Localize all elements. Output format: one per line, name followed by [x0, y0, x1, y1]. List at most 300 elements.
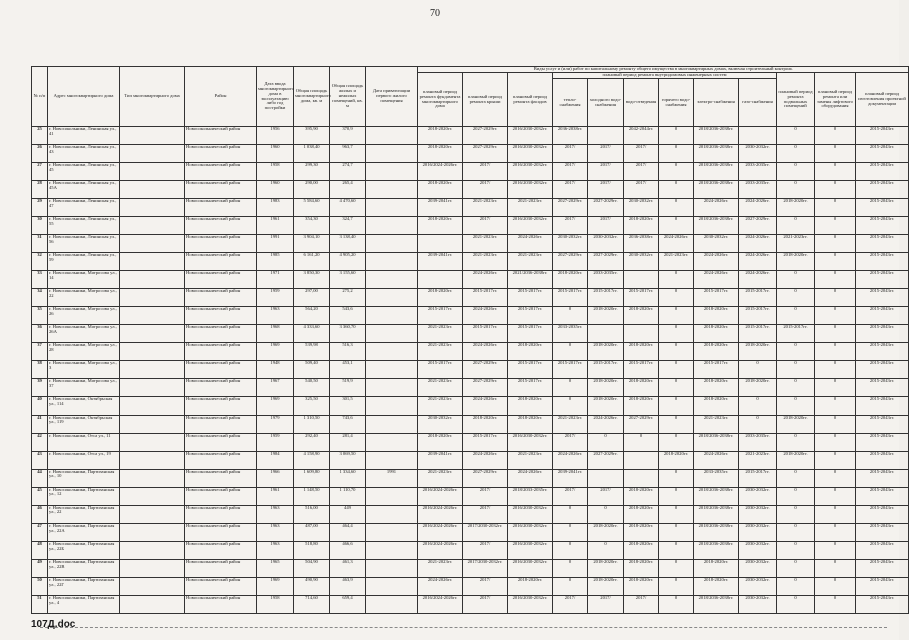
row-num: 40 — [32, 397, 48, 415]
footer-divider — [40, 627, 887, 628]
row-num: 39 — [32, 379, 48, 397]
gas-cell: 2015-2017гг. — [739, 325, 777, 343]
header-hot-water: горячего водо-снабжения — [659, 79, 694, 127]
elevator-cell: 0 — [815, 325, 856, 343]
header-year: Дата ввода многоквартирного дома в эксплуатацию либо год постройки — [257, 67, 294, 127]
privatization-cell — [366, 343, 418, 361]
drainage-cell: 2030-2032гг. — [624, 199, 659, 217]
basement-cell: 2018-2020гг. — [777, 199, 815, 217]
total-area-cell: 509,40 — [294, 361, 330, 379]
elevator-cell: 0 — [815, 199, 856, 217]
privatization-cell: 1991 — [366, 469, 418, 487]
facade-cell: 2024-2026гг. — [508, 469, 553, 487]
living-area-cell: 275,2 — [330, 289, 366, 307]
basement-cell: 2018-2020гг. — [777, 253, 815, 271]
living-area-cell: 463,9 — [330, 577, 366, 595]
district-cell: Новосокольнический район — [185, 145, 257, 163]
year-cell: 1983 — [257, 199, 294, 217]
roof-cell: 2017/ — [463, 505, 508, 523]
type-cell — [120, 181, 185, 199]
roof-cell: 2024-2026гг. — [463, 271, 508, 289]
header-address: Адрес многоквартирного дома — [48, 67, 120, 127]
cold-water-cell: 2018-2020гг. — [588, 523, 624, 541]
drainage-cell: 2018-2020гг. — [624, 397, 659, 415]
total-area-cell: 325,50 — [294, 397, 330, 415]
district-cell: Новосокольнический район — [185, 469, 257, 487]
elevator-cell: 0 — [815, 127, 856, 145]
electric-cell: 2018/2036-2038гг. — [694, 595, 739, 613]
elevator-cell: 0 — [815, 163, 856, 181]
foundation-cell: 2016/2024-2026гг. — [418, 541, 463, 559]
total-area-cell: 1 038,40 — [294, 145, 330, 163]
gas-cell: 2030-2032гг. — [739, 595, 777, 613]
type-cell — [120, 559, 185, 577]
drainage-cell — [624, 271, 659, 289]
roof-cell: 2017/ — [463, 487, 508, 505]
elevator-cell: 0 — [815, 181, 856, 199]
year-cell: 1966 — [257, 469, 294, 487]
roof-cell: 2027-2029гг. — [463, 379, 508, 397]
foundation-cell — [418, 235, 463, 253]
elevator-cell: 0 — [815, 559, 856, 577]
district-cell: Новосокольнический район — [185, 379, 257, 397]
cold-water-cell: 2018-2020гг. — [588, 577, 624, 595]
header-heat: тепло-снабжения — [553, 79, 588, 127]
living-area-cell: 281,4 — [330, 433, 366, 451]
row-num: 49 — [32, 559, 48, 577]
roof-cell: 2024-2026гг. — [463, 343, 508, 361]
drainage-cell: 2018-2020гг. — [624, 307, 659, 325]
privatization-cell — [366, 379, 418, 397]
district-cell: Новосокольнический район — [185, 217, 257, 235]
address-cell: г. Новосокольники, Партизанская ул., 22Г — [48, 577, 120, 595]
header-foundation: плановый период ремонта фундамента многоквартирного дома — [418, 73, 463, 127]
elevator-cell: 0 — [815, 469, 856, 487]
row-num: 50 — [32, 577, 48, 595]
electric-cell: 2018-2020гг. — [694, 343, 739, 361]
year-cell: 1971 — [257, 271, 294, 289]
address-cell: г. Новосокольники, Партизанская ул., 12 — [48, 487, 120, 505]
living-area-cell: 963,7 — [330, 145, 366, 163]
roof-cell: 2024-2026гг. — [463, 397, 508, 415]
design-cell: 2015-2043гг. — [856, 523, 909, 541]
type-cell — [120, 523, 185, 541]
type-cell — [120, 235, 185, 253]
hot-water-cell: 2021-2023гг. — [659, 253, 694, 271]
electric-cell: 2018-2020гг. — [694, 559, 739, 577]
district-cell: Новосокольнический район — [185, 307, 257, 325]
heat-cell: 0 — [553, 559, 588, 577]
hot-water-cell: 0 — [659, 433, 694, 451]
drainage-cell: 2018-2020гг. — [624, 505, 659, 523]
year-cell: 1961 — [257, 487, 294, 505]
gas-cell: 2030-2032гг. — [739, 487, 777, 505]
roof-cell: 2024-2026гг. — [463, 451, 508, 469]
address-cell: г. Новосокольники, Матросова ул., 26А — [48, 325, 120, 343]
drainage-cell: 2027-2029гг. — [624, 415, 659, 433]
living-area-cell: 543,6 — [330, 307, 366, 325]
elevator-cell: 0 — [815, 235, 856, 253]
heat-cell: 2017/ — [553, 433, 588, 451]
hot-water-cell: 0 — [659, 289, 694, 307]
design-cell: 2015-2043гг. — [856, 307, 909, 325]
gas-cell: 0 — [739, 397, 777, 415]
gas-cell: 2024-2026гг. — [739, 253, 777, 271]
roof-cell: 2024-2026гг. — [463, 307, 508, 325]
roof-cell: 2027-2029гг. — [463, 469, 508, 487]
foundation-cell: 2016/2024-2026гг. — [418, 523, 463, 541]
district-cell: Новосокольнический район — [185, 253, 257, 271]
roof-cell: 2015-2017гг. — [463, 433, 508, 451]
privatization-cell — [366, 253, 418, 271]
privatization-cell — [366, 217, 418, 235]
foundation-cell: 2016/2024-2026гг. — [418, 595, 463, 613]
drainage-cell: 2036-2038гг. — [624, 235, 659, 253]
design-cell: 2015-2043гг. — [856, 271, 909, 289]
year-cell: 1967 — [257, 379, 294, 397]
address-cell: г. Новосокольники, Отса ул., 19 — [48, 451, 120, 469]
heat-cell: 2017/ — [553, 217, 588, 235]
elevator-cell: 0 — [815, 577, 856, 595]
gas-cell: 2033-2035гг. — [739, 433, 777, 451]
table-row — [32, 127, 909, 145]
basement-cell: 0 — [777, 433, 815, 451]
year-cell: 1960 — [257, 145, 294, 163]
roof-cell: 2017/ — [463, 217, 508, 235]
foundation-cell: 2021-2023гг. — [418, 343, 463, 361]
heat-cell: 2039-2041гг. — [553, 469, 588, 487]
type-cell — [120, 469, 185, 487]
table-row — [32, 523, 909, 541]
table-row — [32, 415, 909, 433]
elevator-cell: 0 — [815, 343, 856, 361]
address-cell: г. Новосокольники, Ленинская ул., 43 — [48, 145, 120, 163]
drainage-cell: 2018-2020гг. — [624, 577, 659, 595]
type-cell — [120, 163, 185, 181]
row-num: 36 — [32, 325, 48, 343]
heat-cell: 0 — [553, 577, 588, 595]
design-cell: 2015-2043гг. — [856, 289, 909, 307]
row-num: 25 — [32, 127, 48, 145]
drainage-cell: 2018-2020гг. — [624, 541, 659, 559]
elevator-cell: 0 — [815, 595, 856, 613]
total-area-cell: 539,98 — [294, 343, 330, 361]
type-cell — [120, 415, 185, 433]
facade-cell: 2016/2030-2032гг. — [508, 181, 553, 199]
drainage-cell: 2017/ — [624, 595, 659, 613]
table-row — [32, 361, 909, 379]
design-cell: 2015-2043гг. — [856, 469, 909, 487]
table-row — [32, 307, 909, 325]
basement-cell: 0 — [777, 505, 815, 523]
total-area-cell: 292,40 — [294, 433, 330, 451]
total-area-cell: 3 850,30 — [294, 271, 330, 289]
privatization-cell — [366, 523, 418, 541]
drainage-cell: 2018-2020гг. — [624, 343, 659, 361]
hot-water-cell: 0 — [659, 343, 694, 361]
hot-water-cell: 0 — [659, 127, 694, 145]
foundation-cell: 2018-2020гг. — [418, 289, 463, 307]
type-cell — [120, 361, 185, 379]
type-cell — [120, 397, 185, 415]
electric-cell: 2015-2017гг. — [694, 361, 739, 379]
facade-cell: 2021/2036-2038гг. — [508, 271, 553, 289]
facade-cell: 2016/2030-2032гг. — [508, 163, 553, 181]
foundation-cell: 2039-2041гг. — [418, 199, 463, 217]
gas-cell — [739, 127, 777, 145]
design-cell: 2015-2043гг. — [856, 199, 909, 217]
year-cell: 1963 — [257, 505, 294, 523]
basement-cell: 0 — [777, 523, 815, 541]
row-num: 37 — [32, 343, 48, 361]
district-cell: Новосокольнический район — [185, 127, 257, 145]
row-num: 31 — [32, 235, 48, 253]
gas-cell: 2018-2020гг. — [739, 379, 777, 397]
page-number: 70 — [430, 8, 440, 19]
district-cell: Новосокольнический район — [185, 541, 257, 559]
table-row — [32, 433, 909, 451]
roof-cell: 2017/ — [463, 595, 508, 613]
design-cell: 2015-2043гг. — [856, 397, 909, 415]
cold-water-cell — [588, 469, 624, 487]
living-area-cell: 659,4 — [330, 595, 366, 613]
cold-water-cell: 2027-2029гг. — [588, 451, 624, 469]
row-num: 42 — [32, 433, 48, 451]
heat-cell: 2017/ — [553, 145, 588, 163]
table-row — [32, 163, 909, 181]
cold-water-cell: 2030-2032гг. — [588, 235, 624, 253]
drainage-cell — [624, 451, 659, 469]
electric-cell: 2018/2036-2038гг. — [694, 541, 739, 559]
address-cell: г. Новосокольники, Ленинская ул., 56 — [48, 235, 120, 253]
table-row — [32, 199, 909, 217]
roof-cell: 2021-2023гг. — [463, 253, 508, 271]
hot-water-cell: 0 — [659, 541, 694, 559]
district-cell: Новосокольнический район — [185, 523, 257, 541]
privatization-cell — [366, 163, 418, 181]
foundation-cell: 2016/2024-2026гг. — [418, 505, 463, 523]
electric-cell: 2024-2026гг. — [694, 271, 739, 289]
roof-cell: 2017/ — [463, 163, 508, 181]
design-cell: 2015-2043гг. — [856, 163, 909, 181]
basement-cell: 2021-2023гг. — [777, 235, 815, 253]
district-cell: Новосокольнический район — [185, 397, 257, 415]
basement-cell: 0 — [777, 343, 815, 361]
elevator-cell: 0 — [815, 253, 856, 271]
design-cell: 2015-2043гг. — [856, 559, 909, 577]
type-cell — [120, 505, 185, 523]
hot-water-cell: 0 — [659, 163, 694, 181]
foundation-cell: 2021-2023гг. — [418, 397, 463, 415]
privatization-cell — [366, 397, 418, 415]
district-cell: Новосокольнический район — [185, 235, 257, 253]
district-cell: Новосокольнический район — [185, 559, 257, 577]
electric-cell: 2015-2017гг. — [694, 289, 739, 307]
living-area-cell: 453,1 — [330, 361, 366, 379]
facade-cell: 2016/2030-2032гг. — [508, 505, 553, 523]
foundation-cell: 2018-2020гг. — [418, 433, 463, 451]
district-cell: Новосокольнический район — [185, 505, 257, 523]
privatization-cell — [366, 415, 418, 433]
drainage-cell: 2042-2044гг. — [624, 127, 659, 145]
hot-water-cell: 0 — [659, 487, 694, 505]
electric-cell: 2018/2036-2038гг. — [694, 163, 739, 181]
design-cell: 2015-2043гг. — [856, 181, 909, 199]
privatization-cell — [366, 595, 418, 613]
living-area-cell: 449 — [330, 505, 366, 523]
year-cell: 1969 — [257, 343, 294, 361]
elevator-cell: 0 — [815, 217, 856, 235]
electric-cell: 2018/2036-2038гг. — [694, 523, 739, 541]
district-cell: Новосокольнический район — [185, 595, 257, 613]
design-cell: 2015-2043гг. — [856, 541, 909, 559]
year-cell: 1963 — [257, 523, 294, 541]
district-cell: Новосокольнический район — [185, 181, 257, 199]
address-cell: г. Новосокольники, Партизанская ул., 4 — [48, 595, 120, 613]
table-row — [32, 505, 909, 523]
facade-cell: 2016/2030-2032гг. — [508, 145, 553, 163]
header-basement: плановый период ремонта подвальных помещений — [777, 73, 815, 127]
design-cell: 2015-2043гг. — [856, 487, 909, 505]
total-area-cell: 1 310,50 — [294, 415, 330, 433]
facade-cell: 2016/2030-2032гг. — [508, 595, 553, 613]
gas-cell: 2033-2035гг. — [739, 181, 777, 199]
design-cell: 2015-2043гг. — [856, 127, 909, 145]
cold-water-cell: 2018-2020гг. — [588, 379, 624, 397]
drainage-cell: 2018-2020гг. — [624, 217, 659, 235]
heat-cell: 2024-2026гг. — [553, 451, 588, 469]
address-cell: г. Новосокольники, Отса ул., 11 — [48, 433, 120, 451]
electric-cell: 2018-2020гг. — [694, 307, 739, 325]
roof-cell: 2017/ — [463, 541, 508, 559]
heat-cell: 2036-2038гг. — [553, 127, 588, 145]
electric-cell: 2018/2036-2038гг. — [694, 487, 739, 505]
hot-water-cell: 0 — [659, 361, 694, 379]
row-num: 44 — [32, 469, 48, 487]
design-cell: 2015-2043гг. — [856, 361, 909, 379]
header-num: № п/п — [32, 67, 48, 127]
type-cell — [120, 595, 185, 613]
gas-cell: 0 — [739, 361, 777, 379]
cold-water-cell: 2015-2017гг. — [588, 289, 624, 307]
privatization-cell — [366, 433, 418, 451]
gas-cell: 2021-2023гг. — [739, 451, 777, 469]
privatization-cell — [366, 451, 418, 469]
year-cell: 1956 — [257, 127, 294, 145]
district-cell: Новосокольнический район — [185, 271, 257, 289]
year-cell: 1958 — [257, 163, 294, 181]
facade-cell: 2018-2020гг. — [508, 397, 553, 415]
facade-cell: 2021-2023гг. — [508, 451, 553, 469]
cold-water-cell: 2017/ — [588, 181, 624, 199]
type-cell — [120, 217, 185, 235]
foundation-cell: 2016/2024-2026гг. — [418, 487, 463, 505]
living-area-cell: 265,4 — [330, 181, 366, 199]
header-electric: электро-снабжения — [694, 79, 739, 127]
district-cell: Новосокольнический район — [185, 163, 257, 181]
living-area-cell: 466,6 — [330, 541, 366, 559]
address-cell: г. Новосокольники, Ленинская ул., 47 — [48, 199, 120, 217]
hot-water-cell: 0 — [659, 217, 694, 235]
total-area-cell: 1 609,80 — [294, 469, 330, 487]
heat-cell: 2017/ — [553, 595, 588, 613]
foundation-cell: 2018-2020гг. — [418, 127, 463, 145]
design-cell: 2015-2043гг. — [856, 415, 909, 433]
electric-cell: 2018/2036-2038гг. — [694, 433, 739, 451]
gas-cell: 2024-2026гг. — [739, 235, 777, 253]
year-cell: 1960 — [257, 181, 294, 199]
type-cell — [120, 271, 185, 289]
privatization-cell — [366, 487, 418, 505]
total-area-cell: 4 158,90 — [294, 451, 330, 469]
facade-cell: 2016/2030-2032гг. — [508, 127, 553, 145]
living-area-cell: 370,9 — [330, 127, 366, 145]
design-cell: 2015-2043гг. — [856, 577, 909, 595]
type-cell — [120, 541, 185, 559]
total-area-cell: 714,60 — [294, 595, 330, 613]
year-cell: 1969 — [257, 397, 294, 415]
basement-cell: 0 — [777, 541, 815, 559]
living-area-cell: 461,3 — [330, 559, 366, 577]
drainage-cell: 2018-2020гг. — [624, 559, 659, 577]
foundation-cell: 2015-2017гг. — [418, 361, 463, 379]
total-area-cell: 540,50 — [294, 379, 330, 397]
basement-cell: 0 — [777, 217, 815, 235]
total-area-cell: 3 904,10 — [294, 235, 330, 253]
privatization-cell — [366, 199, 418, 217]
facade-cell: 2016/2030-2032гг. — [508, 217, 553, 235]
gas-cell: 2024-2026гг. — [739, 199, 777, 217]
total-area-cell: 290,00 — [294, 181, 330, 199]
foundation-cell: 2015-2017гг. — [418, 307, 463, 325]
header-systems-group: плановый период ремонта внутридомовых инженерных систем — [553, 73, 777, 79]
basement-cell: 0 — [777, 487, 815, 505]
roof-cell: 2027-2029гг. — [463, 361, 508, 379]
gas-cell: 0 — [739, 415, 777, 433]
facade-cell: 2018/2033-2035гг. — [508, 487, 553, 505]
year-cell: 1961 — [257, 217, 294, 235]
table-row — [32, 379, 909, 397]
privatization-cell — [366, 361, 418, 379]
basement-cell: 0 — [777, 163, 815, 181]
row-num: 28 — [32, 181, 48, 199]
electric-cell: 2018/2036-2038гг. — [694, 181, 739, 199]
living-area-cell: 3 138,40 — [330, 235, 366, 253]
drainage-cell: 2018-2020гг. — [624, 487, 659, 505]
address-cell: г. Новосокольники, Матросова ул., 37 — [48, 379, 120, 397]
design-cell: 2015-2043гг. — [856, 451, 909, 469]
living-area-cell: 743,6 — [330, 415, 366, 433]
cold-water-cell: 2017/ — [588, 595, 624, 613]
table-row — [32, 559, 909, 577]
design-cell: 2015-2043гг. — [856, 325, 909, 343]
roof-cell: 2027-2029гг. — [463, 145, 508, 163]
facade-cell: 2015-2017гг. — [508, 325, 553, 343]
table-row — [32, 253, 909, 271]
row-num: 34 — [32, 289, 48, 307]
facade-cell: 2015-2017гг. — [508, 379, 553, 397]
living-area-cell: 464,4 — [330, 523, 366, 541]
design-cell: 2015-2043гг. — [856, 217, 909, 235]
district-cell: Новосокольнический район — [185, 343, 257, 361]
type-cell — [120, 433, 185, 451]
privatization-cell — [366, 181, 418, 199]
basement-cell: 0 — [777, 307, 815, 325]
type-cell — [120, 325, 185, 343]
elevator-cell: 0 — [815, 523, 856, 541]
electric-cell: 2024-2026гг. — [694, 451, 739, 469]
electric-cell: 2030-2032гг. — [694, 235, 739, 253]
